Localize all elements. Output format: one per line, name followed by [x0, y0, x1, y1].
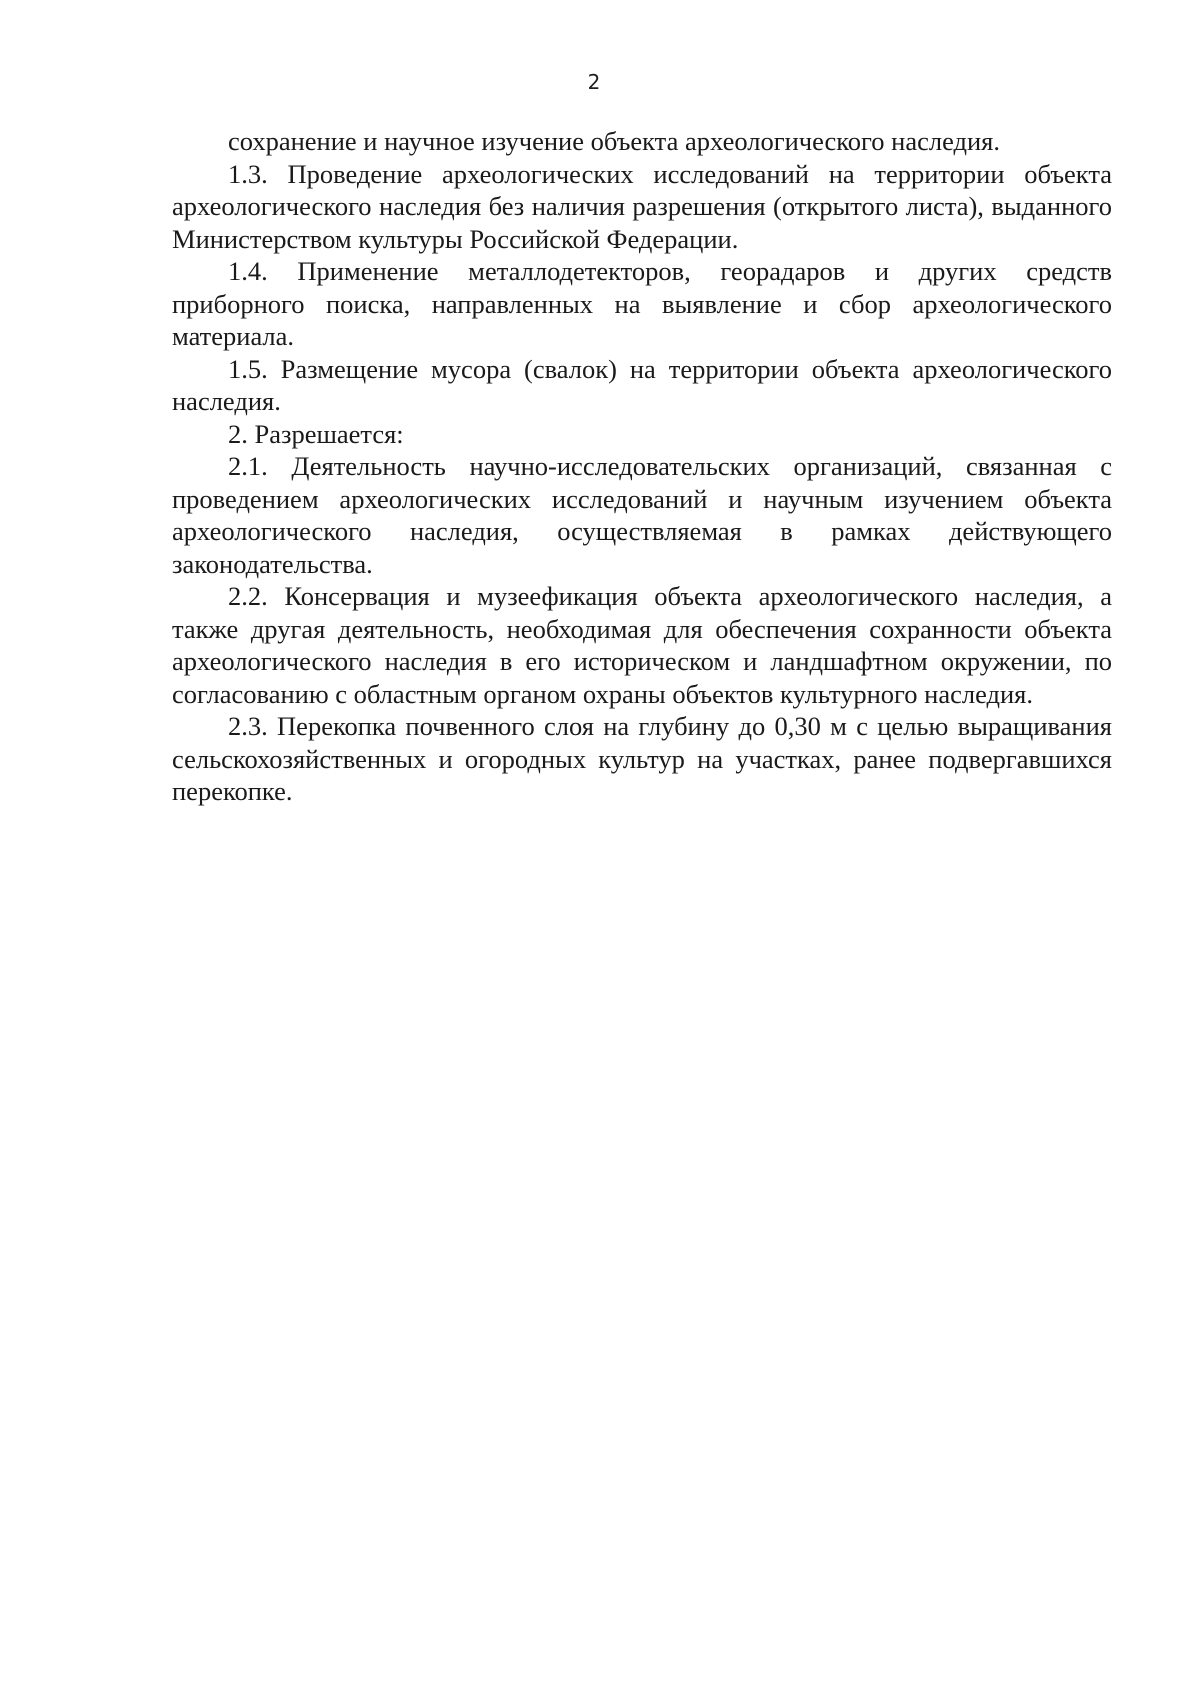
paragraph-2-heading: 2. Разрешается:: [228, 418, 404, 449]
paragraph-2-3: 2.3. Перекопка почвенного слоя на глубину до 0,30 м с целью выращивания сельскохозяйственных и огородных культур на участках, ранее подвергавшихся перекопке.: [172, 711, 1112, 806]
paragraph-1-5: 1.5. Размещение мусора (свалок) на территории объекта археологического наследия.: [172, 353, 1112, 416]
document-body: [172, 125, 1112, 808]
paragraph-2-1: 2.1. Деятельность научно-исследовательских организаций, связанная с проведением археологических исследований и научным изучением объекта археологического наследия, осуществляемая в рамках действующего законодательства.: [172, 451, 1112, 579]
paragraph-continuation: сохранение и научное изучение объекта археологического наследия.: [228, 126, 1000, 156]
paragraph-1-4: 1.4. Применение металлодетекторов, георадаров и других средств приборного поиска, направленных на выявление и сбор археологического материала.: [172, 256, 1112, 351]
paragraph-2-2: 2.2. Консервация и музеефикация объекта археологического наследия, а также другая деятельность, необходимая для обеспечения сохранности объекта археологического наследия в его историческом и ландшафтном окружении, по согласованию с областным органом охраны объектов культурного наследия.: [172, 581, 1112, 709]
page-number: 2: [587, 70, 601, 94]
paragraph-1-3: 1.3. Проведение археологических исследований на территории объекта археологического наследия без наличия разрешения (открытого листа), выданного Министерством культуры Российской Федерации.: [172, 158, 1112, 254]
